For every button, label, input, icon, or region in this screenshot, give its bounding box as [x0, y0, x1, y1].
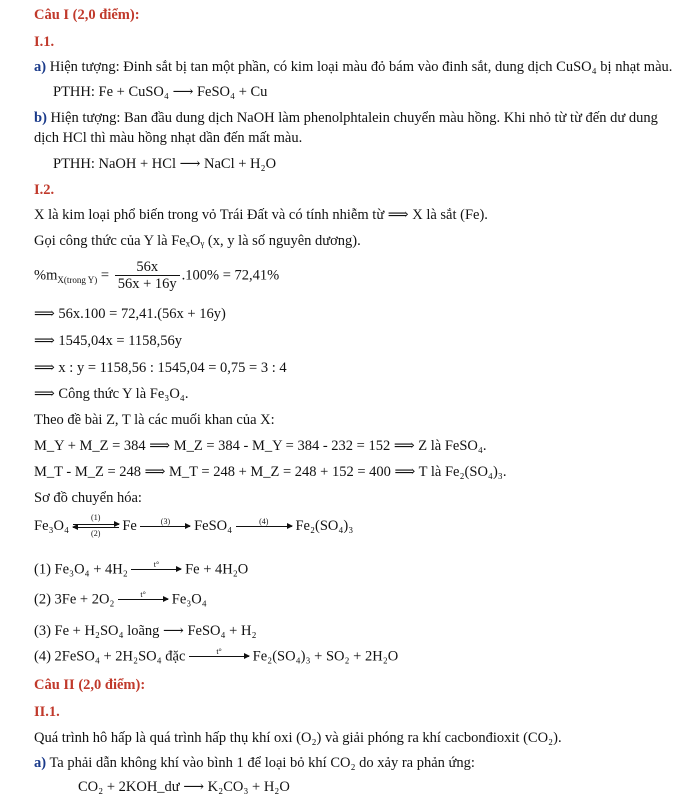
arrow-label-2: (2) [91, 529, 101, 538]
part-2a-text [34, 754, 475, 772]
part-b-text-line1: Hiện tượng: Ban đầu dung dịch NaOH làm phenolphtalein chuyển màu hồng. Khi nhỏ từ từ đến dư dung [46, 110, 658, 126]
equation-a: PTHH: Fe + CuSO₄ ⟶ FeSO₄ + Cu [53, 84, 268, 100]
part-a-label: a) [34, 59, 47, 75]
reaction-2 [34, 590, 207, 612]
fraction-numerator: 56x [115, 259, 180, 276]
scheme-fe: Fe [122, 518, 137, 534]
reaction-4-arrow [189, 648, 249, 665]
co2-koh-equation: CO₂ + 2KOH_dư ⟶ K₂CO₃ + H₂O [78, 779, 290, 795]
solve-step-1: ⟹ 56x.100 = 72,41.(56x + 16y) [34, 306, 226, 322]
part-2a-body: Ta phải dẫn không khí vào bình 1 để loại bỏ khí CO₂ do xảy ra phản ứng: [46, 755, 475, 771]
part-b-observation [34, 109, 658, 127]
percent-mass-symbol: %m [34, 267, 58, 284]
arrow-3 [140, 518, 190, 535]
scheme-fe3o4: Fe₃O₄ [34, 518, 70, 534]
z-t-intro: Theo đề bài Z, T là các muối khan của X: [34, 412, 275, 428]
reaction-4-left: (4) 2FeSO₄ + 2H₂SO₄ đặc [34, 648, 186, 665]
z-molar-mass-line: M_Y + M_Z = 384 ⟹ M_Z = 384 - M_Y = 384 - 232 = 152 ⟹ Z là FeSO₄. [34, 438, 487, 454]
reaction-1-arrow [131, 561, 181, 578]
percent-result: .100% = 72,41% [181, 267, 280, 284]
part-b-label: b) [34, 110, 47, 126]
scheme-feso4: FeSO₄ [194, 518, 233, 534]
reaction-2-left: (2) 3Fe + 2O₂ [34, 591, 115, 608]
arrow-4 [236, 518, 292, 535]
reaction-4-condition: t° [216, 647, 222, 657]
equation-b: PTHH: NaOH + HCl ⟶ NaCl + H₂O [53, 156, 277, 172]
percent-mass-subscript: X(trong Y) [57, 274, 98, 285]
arrow-label-3: (3) [160, 516, 171, 526]
reaction-3: (3) Fe + H₂SO₄ loãng ⟶ FeSO₄ + H₂ [34, 623, 257, 639]
mass-fraction [115, 259, 180, 292]
question-2-title: Câu II (2,0 điểm): [34, 677, 146, 693]
solve-step-2: ⟹ 1545,04x = 1158,56y [34, 333, 183, 349]
solve-step-3: ⟹ x : y = 1158,56 : 1545,04 = 0,75 = 3 : 4 [34, 360, 287, 376]
part-a-observation [34, 58, 672, 76]
reaction-1-left: (1) Fe₃O₄ + 4H₂ [34, 561, 128, 578]
reaction-1-right: Fe + 4H₂O [185, 561, 249, 578]
mass-percent-equation: $\%m_{X(trong Y)}$ = $\frac{56x}{56x + 16y}$ .100% = 72,41% [34, 259, 280, 292]
reaction-1 [34, 560, 248, 582]
x-identification: X là kim loại phổ biến trong vỏ Trái Đất và có tính nhiễm từ ⟹ X là sắt (Fe). [34, 207, 488, 223]
part-2a-label: a) [34, 755, 47, 771]
part-b-text-line2: dịch HCl thì màu hồng nhạt dần đến mất màu. [34, 130, 303, 146]
reaction-2-arrow [118, 591, 168, 608]
scheme-title: Sơ đồ chuyển hóa: [34, 490, 142, 506]
respiration-intro: Quá trình hô hấp là quá trình hấp thụ khí oxi (O₂) và giải phóng ra khí cacbonđioxit (CO₂). [34, 730, 562, 746]
arrow-label-1: (1) [91, 513, 101, 522]
y-formula-assumption: Gọi công thức của Y là FeₓOᵧ (x, y là số nguyên dương). [34, 233, 361, 249]
reaction-2-condition: t° [140, 590, 146, 600]
section-2-1-heading: II.1. [34, 704, 60, 720]
question-1-title: Câu I (2,0 điểm): [34, 7, 140, 23]
reaction-2-right: Fe₃O₄ [171, 591, 207, 608]
part-a-text: Hiện tượng: Đinh sắt bị tan một phần, có kim loại màu đỏ bám vào đinh sắt, dung dịch CuSO₄ bị nhạt màu. [46, 59, 673, 75]
solve-step-4: ⟹ Công thức Y là Fe₃O₄. [34, 386, 189, 402]
conversion-scheme [34, 514, 353, 544]
t-molar-mass-line: M_T - M_Z = 248 ⟹ M_T = 248 + M_Z = 248 + 152 = 400 ⟹ T là Fe₂(SO₄)₃. [34, 464, 507, 480]
reversible-arrow-1-2 [73, 514, 119, 538]
scheme-fe2so43: Fe₂(SO₄)₃ [295, 518, 354, 534]
arrow-label-4: (4) [259, 516, 269, 526]
reaction-4 [34, 647, 398, 669]
reaction-4-right: Fe₂(SO₄)₃ + SO₂ + 2H₂O [252, 648, 399, 665]
section-1-1-heading: I.1. [34, 34, 55, 50]
section-1-2-heading: I.2. [34, 182, 55, 198]
fraction-denominator: 56x + 16y [117, 276, 177, 292]
reaction-1-condition: t° [153, 560, 160, 570]
